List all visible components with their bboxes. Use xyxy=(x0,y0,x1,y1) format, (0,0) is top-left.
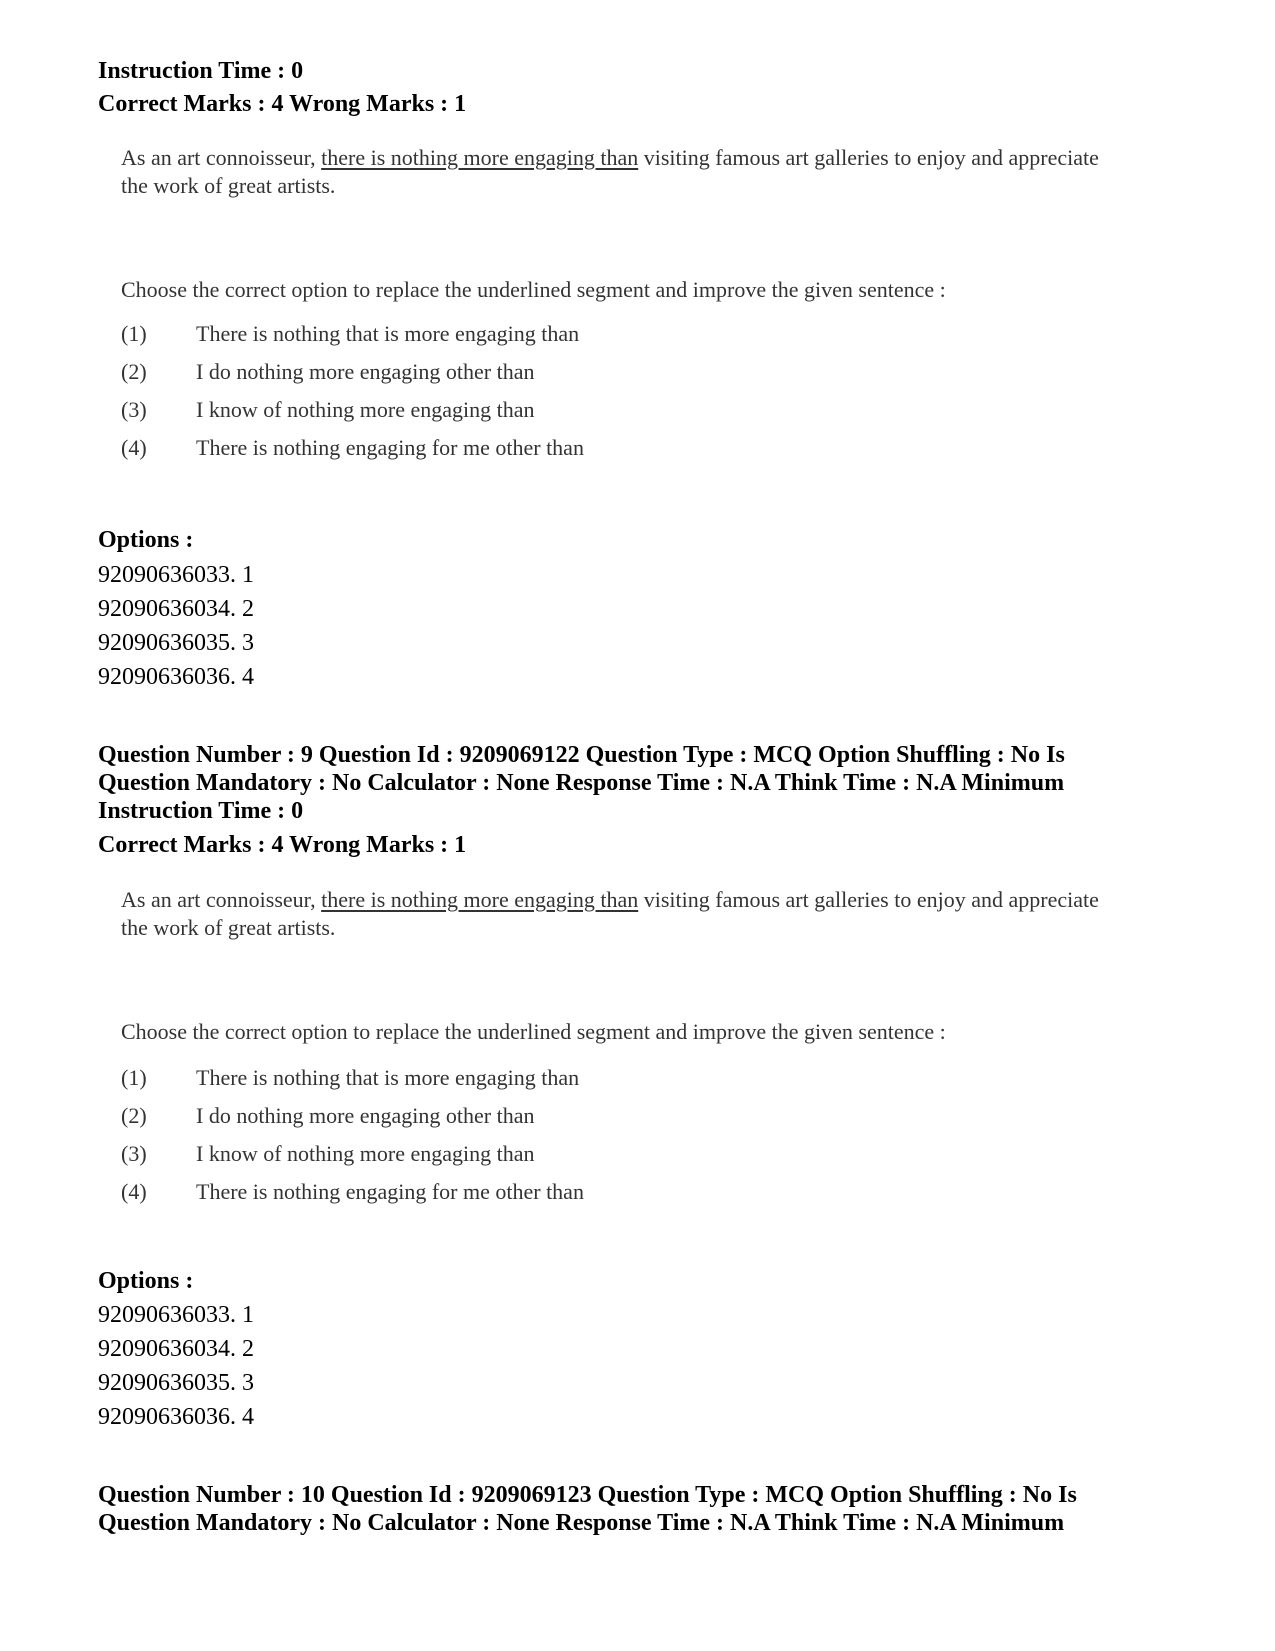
question-header: Question Number : 10 Question Id : 9209069123 Question Type : MCQ Option Shuffling : No Is Question Mandatory : No Calculator : None Response Time : N.A Think Time : N.A Minimum xyxy=(98,1482,1077,1536)
question-8-image xyxy=(121,144,1121,464)
choice-item: (4) There is nothing engaging for me other than xyxy=(121,435,584,460)
choice-item: (4) There is nothing engaging for me other than xyxy=(121,1179,584,1204)
marks-line: Correct Marks : 4 Wrong Marks : 1 xyxy=(98,91,467,117)
underlined-segment: there is nothing more engaging than xyxy=(321,145,639,170)
option-id-line: 92090636035. 3 xyxy=(98,630,254,656)
option-id-line: 92090636033. 1 xyxy=(98,562,254,588)
choice-list xyxy=(121,320,584,472)
option-id-line: 92090636036. 4 xyxy=(98,1404,254,1430)
choice-item: (3) I know of nothing more engaging than xyxy=(121,1141,535,1166)
question-instruction: Choose the correct option to replace the underlined segment and improve the given sentence : xyxy=(121,1019,946,1044)
option-id-line: 92090636034. 2 xyxy=(98,596,254,622)
choice-item: (3) I know of nothing more engaging than xyxy=(121,397,535,422)
option-id-line: 92090636036. 4 xyxy=(98,664,254,690)
choice-list xyxy=(121,1064,584,1216)
question-10-meta xyxy=(98,1481,1118,1537)
marks-line: Correct Marks : 4 Wrong Marks : 1 xyxy=(98,832,467,858)
options-label: Options : xyxy=(98,1268,194,1294)
question-8-meta xyxy=(98,57,1118,118)
question-instruction: Choose the correct option to replace the underlined segment and improve the given sentence : xyxy=(121,277,946,302)
option-id-line: 92090636033. 1 xyxy=(98,1302,254,1328)
choice-item: (1) There is nothing that is more engaging than xyxy=(121,1065,580,1090)
option-id-line: 92090636035. 3 xyxy=(98,1370,254,1396)
question-9-meta xyxy=(98,741,1118,859)
question-stem: As an art connoisseur, there is nothing more engaging than visiting famous art galleries to enjoy and appreciate the work of great artists. xyxy=(121,887,1099,940)
instruction-time: Instruction Time : 0 xyxy=(98,58,304,84)
choice-item: (2) I do nothing more engaging other than xyxy=(121,359,535,384)
question-9-image xyxy=(121,886,1121,1206)
options-label: Options : xyxy=(98,527,194,553)
question-header: Question Number : 9 Question Id : 9209069122 Question Type : MCQ Option Shuffling : No Is Question Mandatory : No Calculator : None Response Time : N.A Think Time : N.A Minimum Instruction Time : 0 xyxy=(98,742,1065,824)
choice-item: (1) There is nothing that is more engaging than xyxy=(121,321,580,346)
question-stem: As an art connoisseur, there is nothing more engaging than visiting famous art galleries to enjoy and appreciate the work of great artists. xyxy=(121,145,1099,198)
underlined-segment: there is nothing more engaging than xyxy=(321,887,639,912)
option-id-line: 92090636034. 2 xyxy=(98,1336,254,1362)
choice-item: (2) I do nothing more engaging other than xyxy=(121,1103,535,1128)
